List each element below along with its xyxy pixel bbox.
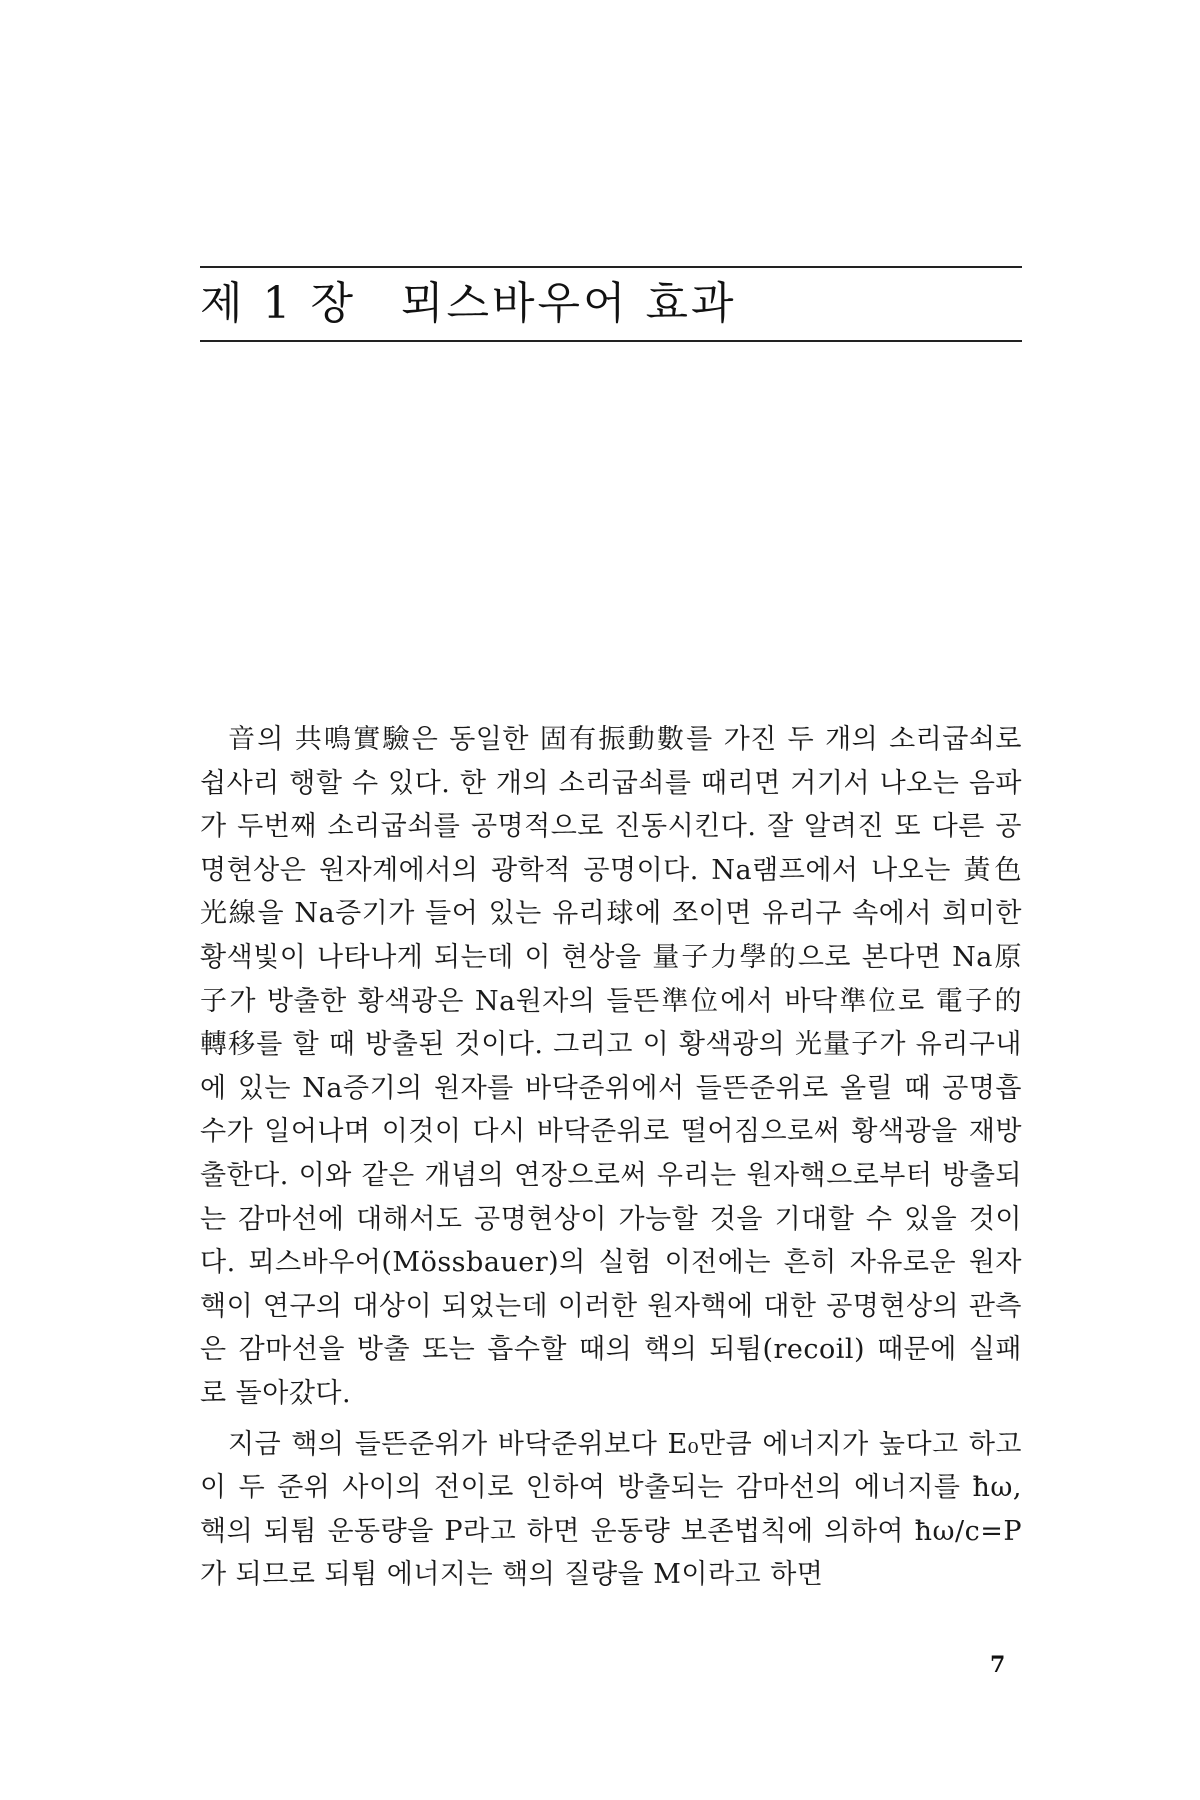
- page-number: 7: [990, 1652, 1006, 1678]
- chapter-number: 제 1 장: [200, 278, 356, 329]
- chapter-heading-top-rule: [200, 266, 1022, 268]
- chapter-heading-bottom-rule: [200, 340, 1022, 342]
- body-text: [200, 718, 1022, 1604]
- paragraph-2: 지금 핵의 들뜬준위가 바닥준위보다 E₀만큼 에너지가 높다고 하고 이 두 준위 사이의 전이로 인하여 방출되는 감마선의 에너지를 ħω, 핵의 되튐 운동량을 P라고 하면 운동량 보존법칙에 의하여 ħω/c=P가 되므로 되튐 에너지는 핵의 질량을 M이라고 하면: [200, 1428, 1022, 1591]
- chapter-title: 뫼스바우어 효과: [400, 278, 737, 329]
- chapter-heading: [200, 272, 737, 336]
- paragraph-1: 音의 共鳴實驗은 동일한 固有振動數를 가진 두 개의 소리굽쇠로 쉽사리 행할 수 있다. 한 개의 소리굽쇠를 때리면 거기서 나오는 음파가 두번째 소리굽쇠를 공명적으로 진동시킨다. 잘 알려진 또 다른 공명현상은 원자계에서의 광학적 공명이다. Na램프에서 나오는 黃色光線을 Na증기가 들어 있는 유리球에 쪼이면 유리구 속에서 희미한 황색빛이 나타나게 되는데 이 현상을 量子力學的으로 본다면 Na原子가 방출한 황색광은 Na원자의 들뜬準位에서 바닥準位로 電子的 轉移를 할 때 방출된 것이다. 그리고 이 황색광의 光量子가 유리구내에 있는 Na증기의 원자를 바닥준위에서 들뜬준위로 올릴 때 공명흡수가 일어나며 이것이 다시 바닥준위로 떨어짐으로써 황색광을 재방출한다. 이와 같은 개념의 연장으로써 우리는 원자핵으로부터 방출되는 감마선에 대해서도 공명현상이 가능할 것을 기대할 수 있을 것이다. 뫼스바우어(Mössbauer)의 실험 이전에는 흔히 자유로운 원자핵이 연구의 대상이 되었는데 이러한 원자핵에 대한 공명현상의 관측은 감마선을 방출 또는 흡수할 때의 핵의 되튐(recoil) 때문에 실패로 돌아갔다.: [200, 724, 1022, 1409]
